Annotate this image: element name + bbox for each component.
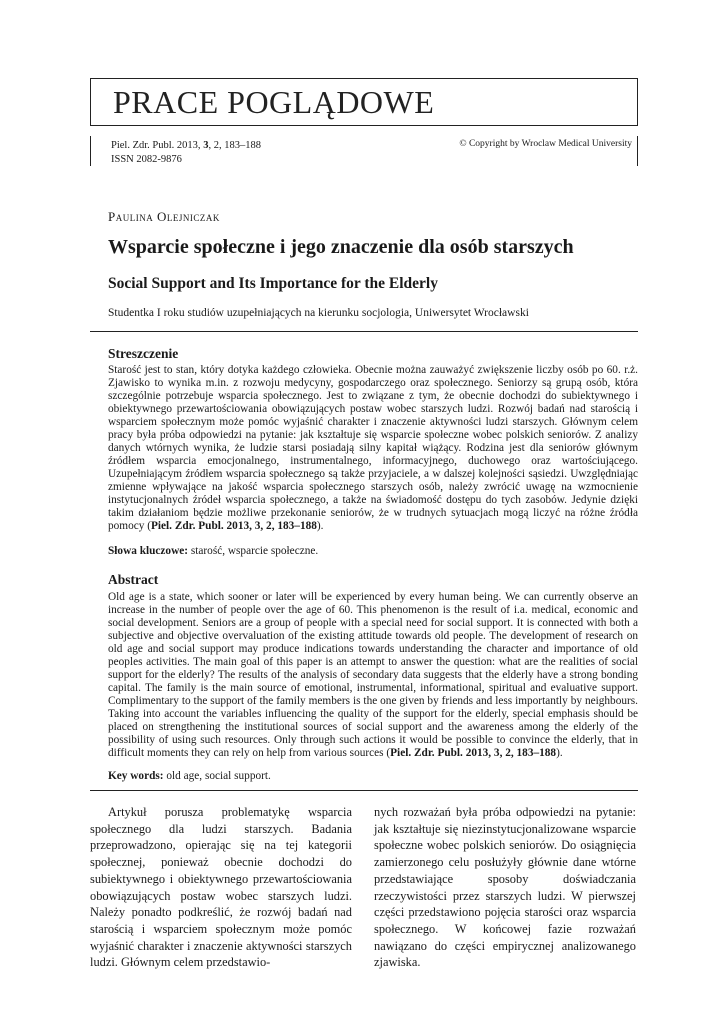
abstract-en-citation: Piel. Zdr. Publ. 2013, 3, 2, 183–188 bbox=[390, 747, 557, 759]
keywords-en-values: old age, social support. bbox=[163, 770, 271, 782]
abstract-pl-citation: Piel. Zdr. Publ. 2013, 3, 2, 183–188 bbox=[150, 520, 317, 532]
body-column-left: Artykuł porusza problematykę wsparcia społecznego dla ludzi starszych. Badania przeprowadzono, opierając się na tej kategorii społecznej, ponieważ obecnie dochodzi do subiektywnego i obiektywnego przewartościowania obowiązujących postaw wobec starszych ludzi. Należy ponadto podkreślić, że rozwój badań nad starością i wsparciem społecznym może pomóc wyjaśnić charakter i znaczenie aktywności starszych ludzi. Głównym celem przedstawio- bbox=[90, 805, 352, 970]
abstract-pl-text bbox=[108, 364, 638, 533]
issn: ISSN 2082-9876 bbox=[111, 154, 182, 165]
keywords-pl bbox=[108, 545, 318, 557]
keywords-pl-values: starość, wsparcie społeczne. bbox=[188, 545, 319, 557]
divider-top bbox=[90, 331, 638, 332]
section-label: PRACE POGLĄDOWE bbox=[113, 84, 435, 120]
abstract-pl-heading: Streszczenie bbox=[108, 346, 179, 361]
title-english: Social Support and Its Importance for the Elderly bbox=[108, 275, 438, 292]
abstract-en-body: Old age is a state, which sooner or later will be experienced by every human being. We can currently observe an increase in the number of people over the age of 60. This phenomenon is the result of i.a. medical, economic and social development. Seniors are a group of people with a special need for social support. It is connected with both a subjective and objective overvaluation of the existing attitude towards old people. The development of research on old age and social support may produce indications towards understanding the character and importance of old peoples activities. The main goal of this paper is an attempt to answer the question: what are the realities of social support for the elderly? The results of the analysis of secondary data suggests that the elderly have a strong bonding capital. The family is the main source of emotional, instrumental, informational, spiritual and evaluative support. Complimentary to the support of the family members is the one given by friends and less importantly by neighbours. Taking into account the variables influencing the quality of the support for the elderly, special emphasis should be placed on strengthening the institutional sources of social support and the awareness among the elderly of the possibility of using such resources. Only through such actions it would be possible to convince the elderly, that in difficult moments they can rely on help from various sources ( bbox=[108, 591, 638, 759]
abstract-pl-body: Starość jest to stan, który dotyka każdego człowieka. Obecnie można zauważyć zwiększenie liczby osób po 60. r.ż. Zjawisko to wynika m.in. z rozwoju medycyny, gospodarczego oraz społecznego. Seniorzy są grupą osób, która szczególnie potrzebuje wsparcia społecznego. Jest to związane z tym, że obecnie dochodzi do subiektywnego i obiektywnego przewartościowania obowiązujących postaw wobec starszych ludzi. Rozwój badań nad starością i wsparciem społecznym może pomóc wyjaśnić charakter i znaczenie aktywności ludzi starszych. Głównym celem pracy była próba odpowiedzi na pytanie: jak kształtuje się wsparcie społeczne wobec polskich seniorów. Z analizy danych wtórnych wynika, że ludzie starsi posiadają silny kapitał wiążący. Rodzina jest dla seniorów głównym źródłem wsparcia emocjonalnego, instrumentalnego, informacyjnego, duchowego oraz wartościującego. Uzupełniającym źródłem wsparcia społecznego są także przyjaciele, a w dalszej kolejności sąsiedzi. Uwzględniając zmienne wpływające na jakość wsparcia społecznego starszych osób, należy zwrócić uwagę na wzmocnienie instytucjonalnych źródeł wsparcia społecznego, a także na świadomość dostępu do tych zasobów. Jedynie dzięki takim działaniom będzie możliwe przekonanie seniorów, że w trudnych sytuacjach mogą liczyć na różne źródła pomocy ( bbox=[108, 364, 638, 532]
divider-bottom bbox=[90, 790, 638, 791]
keywords-pl-label: Słowa kluczowe: bbox=[108, 545, 189, 557]
abstract-en-text bbox=[108, 591, 638, 760]
keywords-en bbox=[108, 770, 271, 782]
keywords-en-label: Key words: bbox=[108, 770, 164, 782]
journal-meta-box bbox=[90, 136, 638, 166]
journal-ref-suffix: , 2, 183–188 bbox=[208, 140, 261, 151]
copyright: © Copyright by Wroclaw Medical University bbox=[459, 139, 632, 149]
abstract-pl-body-end: ). bbox=[316, 520, 324, 532]
author-name: Paulina Olejniczak bbox=[108, 209, 220, 224]
body-column-right: nych rozważań była próba odpowiedzi na pytanie: jak kształtuje się niezinstytucjonalizowane wsparcie społeczne wobec polskich seniorów. Do osiągnięcia zamierzonego celu posłużyły głównie dane wtórne przedstawiające sposoby doświadczania rzeczywistości przez starszych ludzi. W pierwszej części przedstawiono pojęcia starości oraz wsparcia społecznego. W końcowej fazie rozważań nawiązano do części empirycznej analizowanego zjawiska. bbox=[374, 805, 636, 970]
journal-volume: 3 bbox=[203, 140, 209, 151]
abstract-en-heading: Abstract bbox=[108, 572, 159, 587]
title-polish: Wsparcie społeczne i jego znaczenie dla osób starszych bbox=[108, 236, 574, 258]
author-affiliation: Studentka I roku studiów uzupełniających na kierunku socjologia, Uniwersytet Wrocławski bbox=[108, 307, 529, 319]
journal-ref-prefix: Piel. Zdr. Publ. 2013, bbox=[111, 140, 201, 151]
abstract-en-body-end: ). bbox=[556, 747, 563, 759]
journal-reference bbox=[111, 139, 261, 167]
section-header-box bbox=[90, 78, 638, 126]
